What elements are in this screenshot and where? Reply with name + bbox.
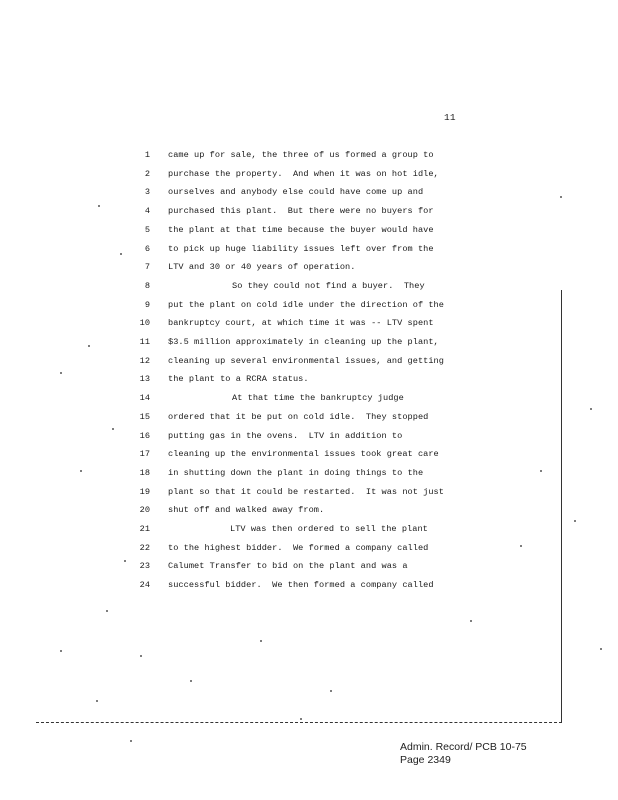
scan-speck [112,428,114,430]
line-number: 20 [139,505,150,516]
right-margin-rule [561,290,562,722]
scan-speck [130,740,132,742]
transcript-line: the plant to a RCRA status. [168,374,309,385]
line-number: 18 [139,467,150,478]
line-number: 17 [139,449,150,460]
transcript-line: So they could not find a buyer. They [232,280,425,291]
bottom-rule [36,722,562,723]
line-number: 24 [139,580,150,591]
line-number: 10 [139,318,150,329]
line-number: 13 [139,374,150,385]
scan-speck [470,620,472,622]
transcript-line: LTV was then ordered to sell the plant [230,524,428,534]
stamp-record-label: Admin. Record/ PCB 10-75 [400,741,527,753]
scan-speck [600,648,602,650]
line-number: 7 [144,262,150,273]
line-number: 11 [139,337,150,347]
line-number: 5 [144,224,150,235]
line-number: 14 [139,393,150,404]
line-number: 22 [139,542,150,553]
transcript-line: LTV and 30 or 40 years of operation. [168,262,356,273]
line-number: 16 [139,430,150,441]
transcript-line: purchased this plant. But there were no buyers for [168,206,434,217]
transcript-line: shut off and walked away from. [168,505,325,516]
scan-speck [260,640,262,642]
line-number: 23 [139,561,150,572]
scan-speck [140,655,142,657]
transcript-line: to the highest bidder. We formed a company called [168,542,429,553]
transcript-line: plant so that it could be restarted. It was not just [168,486,444,497]
transcript-line: purchase the property. And when it was on hot idle, [168,168,439,179]
stamp-page-label: Page 2349 [400,753,451,766]
admin-record-stamp [400,741,527,766]
line-number: 1 [144,150,150,160]
line-number: 15 [139,411,150,422]
transcript-line: put the plant on cold idle under the direction of the [168,299,444,310]
scan-speck [98,205,100,207]
transcript-line: in shutting down the plant in doing things to the [168,467,424,478]
scan-speck [106,610,108,612]
scan-speck [540,470,542,472]
transcript-line: $3.5 million approximately in cleaning up the plant, [168,337,439,347]
transcript-line: putting gas in the ovens. LTV in addition to [168,430,403,441]
scan-speck [330,690,332,692]
scan-speck [124,560,126,562]
scan-speck [190,680,192,682]
scan-speck [88,345,90,347]
transcript-line: ourselves and anybody else could have come up and [168,187,424,198]
line-number: 21 [139,524,150,534]
page-number: 11 [444,112,456,123]
scan-speck [80,470,82,472]
line-number: 3 [144,187,150,198]
line-number: 2 [144,168,150,179]
transcript-line: ordered that it be put on cold idle. They stopped [168,411,429,422]
transcript-line: the plant at that time because the buyer would have [168,224,434,235]
scan-speck [590,408,592,410]
transcript-line: cleaning up the environmental issues took great care [168,449,439,460]
scan-speck [574,520,576,522]
line-number: 4 [144,206,150,217]
scan-speck [60,372,62,374]
transcript-line: cleaning up several environmental issues, and getting [168,355,444,366]
scan-speck [96,700,98,702]
transcript-line: came up for sale, the three of us formed a group to [168,150,434,160]
line-number: 19 [139,486,150,497]
line-number: 8 [144,280,150,291]
transcript-line: bankruptcy court, at which time it was -- LTV spent [168,318,434,329]
line-number: 12 [139,355,150,366]
line-number: 9 [144,299,150,310]
scan-speck [60,650,62,652]
transcript-line: Calumet Transfer to bid on the plant and was a [168,561,408,572]
scan-speck [300,718,302,720]
scan-speck [520,545,522,547]
transcript-line: successful bidder. We then formed a company called [168,580,434,591]
line-number: 6 [144,243,150,254]
transcript-line: to pick up huge liability issues left over from the [168,243,434,254]
scan-speck [120,253,122,255]
transcript-line: At that time the bankruptcy judge [232,393,404,404]
scan-speck [560,196,562,198]
